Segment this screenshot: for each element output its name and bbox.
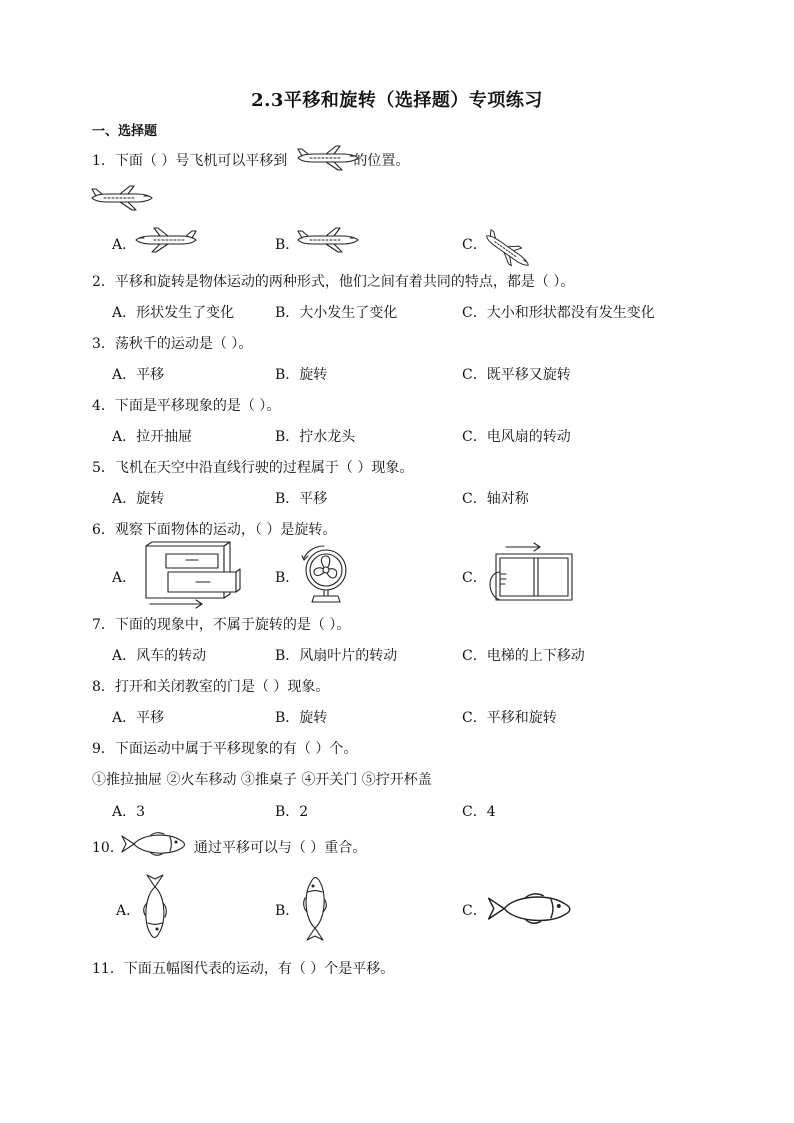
question-10-option-c[interactable]: C． (462, 903, 487, 919)
question-2: 2．平移和旋转是物体运动的两种形式，他们之间有着共同的特点，都是（ ）。 (92, 274, 575, 290)
question-8: 8．打开和关闭教室的门是（ ）现象。 (92, 679, 330, 695)
original-plane-icon (90, 188, 156, 212)
question-8-option-a[interactable]: A．平移 (112, 710, 165, 726)
question-2-option-c[interactable]: C．大小和形状都没有发生变化 (462, 305, 655, 321)
original-fish-icon (120, 832, 190, 858)
question-5-option-c[interactable]: C．轴对称 (462, 491, 529, 507)
section-heading: 一、选择题 (92, 124, 158, 139)
question-1-option-a[interactable]: A． (112, 237, 137, 253)
question-2-option-b[interactable]: B．大小发生了变化 (275, 305, 398, 321)
target-plane-icon (296, 148, 362, 172)
question-4-option-a[interactable]: A．拉开抽屉 (112, 429, 193, 445)
question-4: 4．下面是平移现象的是（ ）。 (92, 398, 281, 414)
question-8-option-c[interactable]: C．平移和旋转 (462, 710, 557, 726)
option-a-plane-icon (134, 230, 200, 254)
question-3-option-b[interactable]: B．旋转 (275, 367, 328, 383)
question-9-option-b[interactable]: B．2 (275, 804, 309, 820)
question-4-option-c[interactable]: C．电风扇的转动 (462, 429, 571, 445)
question-3-option-a[interactable]: A．平移 (112, 367, 165, 383)
question-10-option-b[interactable]: B． (275, 903, 300, 919)
question-7-option-b[interactable]: B．风扇叶片的转动 (275, 648, 398, 664)
question-8-option-b[interactable]: B．旋转 (275, 710, 328, 726)
electric-fan-icon (296, 544, 356, 606)
question-5: 5．飞机在天空中沿直线行驶的过程属于（ ）现象。 (92, 460, 414, 476)
question-7-option-c[interactable]: C．电梯的上下移动 (462, 648, 585, 664)
question-10-option-a[interactable]: A． (116, 903, 141, 919)
question-2-option-a[interactable]: A．形状发生了变化 (112, 305, 235, 321)
page-title: 2.3平移和旋转（选择题）专项练习 (251, 90, 543, 111)
question-1-stem: 1．下面（ ）号飞机可以平移到 (92, 153, 288, 169)
question-6-option-a[interactable]: A． (112, 570, 137, 586)
question-9-option-a[interactable]: A．3 (112, 804, 146, 820)
question-6: 6．观察下面物体的运动，（ ）是旋转。 (92, 522, 337, 538)
question-5-option-b[interactable]: B．平移 (275, 491, 328, 507)
question-9-items: ①推拉抽屉 ②火车移动 ③推桌子 ④开关门 ⑤拧开杯盖 (92, 772, 432, 788)
question-6-option-b[interactable]: B． (275, 570, 300, 586)
question-9-option-c[interactable]: C．4 (462, 804, 496, 820)
question-3-option-c[interactable]: C．既平移又旋转 (462, 367, 571, 383)
question-10-stem-end: 通过平移可以与（ ）重合。 (193, 840, 367, 856)
question-1-option-c[interactable]: C． (462, 237, 487, 253)
question-6-option-c[interactable]: C． (462, 570, 487, 586)
question-7-option-a[interactable]: A．风车的转动 (112, 648, 207, 664)
option-b-plane-icon (296, 230, 362, 254)
question-11: 11．下面五幅图代表的运动，有（ ）个是平移。 (92, 961, 395, 977)
option-c-plane-icon (484, 222, 544, 262)
question-3: 3．荡秋千的运动是（ ）。 (92, 336, 253, 352)
question-10-stem: 10． (92, 840, 124, 856)
option-c-fish-icon (486, 893, 576, 923)
question-7: 7．下面的现象中，不属于旋转的是（ ）。 (92, 617, 351, 633)
question-9: 9．下面运动中属于平移现象的有（ ）个。 (92, 741, 358, 757)
question-5-option-a[interactable]: A．旋转 (112, 491, 165, 507)
question-1-option-b[interactable]: B． (275, 237, 300, 253)
drawer-cabinet-icon (140, 542, 244, 608)
question-4-option-b[interactable]: B．拧水龙头 (275, 429, 356, 445)
sliding-window-icon (484, 542, 576, 604)
question-1-stem-end: 的位置。 (353, 153, 410, 169)
option-a-fish-icon (140, 872, 170, 944)
option-b-fish-icon (300, 872, 330, 944)
